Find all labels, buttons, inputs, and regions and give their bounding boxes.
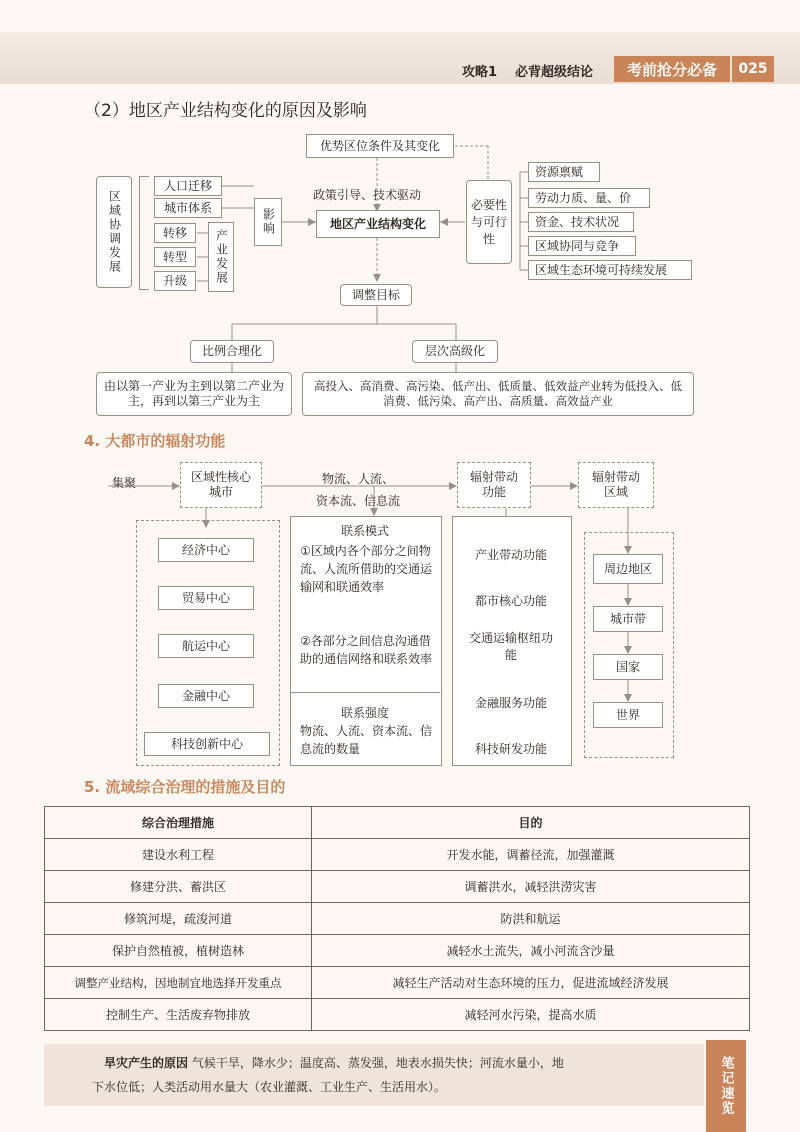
purpose-cell: 减轻生产活动对生态环境的压力，促进流域经济发展 [312, 967, 750, 999]
area-item: 世界 [593, 702, 663, 728]
center-item: 航运中心 [158, 634, 254, 658]
table-row [45, 967, 750, 999]
center-box: 地区产业结构变化 [316, 210, 440, 238]
purpose-cell: 减轻水土流失，减小河流含沙量 [312, 935, 750, 967]
purpose-cell: 开发水能，调蓄径流，加强灌溉 [312, 839, 750, 871]
left-item: 城市体系 [154, 198, 222, 218]
goal-left: 比例合理化 [190, 340, 274, 363]
link-mode-title: 联系模式 [340, 524, 389, 538]
link-mode-2: ②各部分之间信息沟通借助的通信网络和联系效率 [300, 634, 433, 666]
center-item: 经济中心 [158, 538, 254, 562]
section4-title: 4. 大都市的辐射功能 [84, 432, 226, 450]
table-row [45, 871, 750, 903]
area-item: 国家 [593, 654, 663, 680]
purpose-cell: 减轻河水污染，提高水质 [312, 999, 750, 1031]
section-label: 攻略1 [462, 65, 498, 80]
left-group-label: 区域协调发展 [107, 190, 122, 274]
link-divider [290, 692, 440, 693]
left-item: 人口迁移 [154, 176, 222, 196]
table-header-row [45, 807, 750, 839]
right-item: 区域生态环境可持续发展 [528, 260, 692, 280]
measure-cell: 调整产业结构，因地制宜地选择开发重点 [45, 967, 312, 999]
measure-cell: 建设水利工程 [45, 839, 312, 871]
goal-right: 层次高级化 [412, 340, 498, 363]
right-item: 资金、技术状况 [528, 212, 634, 232]
right-item: 劳动力质、量、价 [528, 188, 650, 208]
industry-item: 升级 [154, 271, 196, 291]
table-row [45, 999, 750, 1031]
necessity-box [466, 180, 512, 264]
book-title: 必背超级结论 [515, 65, 594, 80]
radiation-band-box: 辐射带动功能 [457, 462, 531, 508]
function-item: 都市核心功能 [474, 594, 547, 608]
measure-cell: 保护自然植被，植树造林 [45, 935, 312, 967]
radiation-area-box: 辐射带动区域 [578, 462, 654, 508]
tip-line-1 [104, 1054, 700, 1071]
side-tab: 笔记速览 [706, 1040, 746, 1132]
page-number: 025 [732, 56, 774, 82]
core-city-box: 区域性核心城市 [180, 462, 262, 508]
impact-box [254, 198, 282, 246]
center-item: 科技创新中心 [144, 732, 270, 756]
tip-text-2: 下水位低；人类活动用水量大（农业灌溉、工业生产、生活用水）。 [92, 1080, 447, 1094]
function-item: 科技研发功能 [474, 742, 547, 756]
measure-cell: 修筑河堤，疏浚河道 [45, 903, 312, 935]
governance-table [44, 806, 750, 1031]
industry-box [208, 222, 234, 292]
purpose-cell: 调蓄洪水，减轻洪涝灾害 [312, 871, 750, 903]
center-item: 金融中心 [158, 684, 254, 708]
table-header-cell: 目的 [312, 807, 750, 839]
function-item: 产业带动功能 [474, 548, 547, 562]
part2-title: （2）地区产业结构变化的原因及影响 [84, 101, 367, 121]
flows-top: 物流、人流、 [322, 472, 395, 486]
purpose-cell: 防洪和航运 [312, 903, 750, 935]
function-item: 金融服务功能 [474, 696, 547, 710]
measure-cell: 控制生产、生活废弃物排放 [45, 999, 312, 1031]
industry-item: 转移 [154, 223, 196, 243]
goal-right-desc: 高投入、高消费、高污染、低产出、低质量、低效益产业转为低投入、低消费、低污染、高产出、高质量、高效益产业 [302, 372, 694, 416]
policy-text: 政策引导、技术驱动 [313, 188, 422, 202]
table-row [45, 935, 750, 967]
goal-box: 调整目标 [340, 284, 412, 306]
goal-left-desc: 由以第一产业为主到以第二产业为主，再到以第三产业为主 [96, 372, 292, 416]
area-item: 周边地区 [593, 554, 663, 584]
left-group-bracket [139, 176, 149, 290]
industry-label: 产业发展 [214, 229, 229, 285]
center-item: 贸易中心 [158, 586, 254, 610]
link-strength-desc: 物流、人流、资本流、信息流的数量 [300, 724, 433, 756]
link-mode-1: ①区域内各个部分之间物流、人流所借助的交通运输网和联通效率 [300, 544, 433, 594]
industry-item: 转型 [154, 247, 196, 267]
table-row [45, 903, 750, 935]
top-box: 优势区位条件及其变化 [306, 134, 454, 158]
right-item: 区域协同与竞争 [528, 236, 636, 256]
measure-cell: 修建分洪、蓄洪区 [45, 871, 312, 903]
right-item: 资源禀赋 [528, 162, 600, 182]
banner: 考前抢分必备 [614, 56, 730, 82]
table-row [45, 839, 750, 871]
flows-bottom: 资本流、信息流 [316, 494, 401, 508]
section5-title: 5. 流域综合治理的措施及目的 [84, 778, 286, 796]
function-item: 交通运输枢纽功能 [468, 631, 553, 662]
tip-label: 旱灾产生的原因 [104, 1056, 189, 1070]
table-header-cell: 综合治理措施 [45, 807, 312, 839]
gather-label: 集聚 [112, 476, 137, 490]
necessity-label: 必要性与可行性 [471, 197, 508, 246]
left-group-box [96, 176, 132, 288]
link-strength-title: 联系强度 [340, 706, 389, 720]
area-item: 城市带 [593, 606, 663, 632]
tip-text-1: 气候干旱，降水少；温度高、蒸发强，地表水损失快；河流水量小，地 [191, 1056, 564, 1070]
impact-label: 影响 [261, 208, 276, 236]
